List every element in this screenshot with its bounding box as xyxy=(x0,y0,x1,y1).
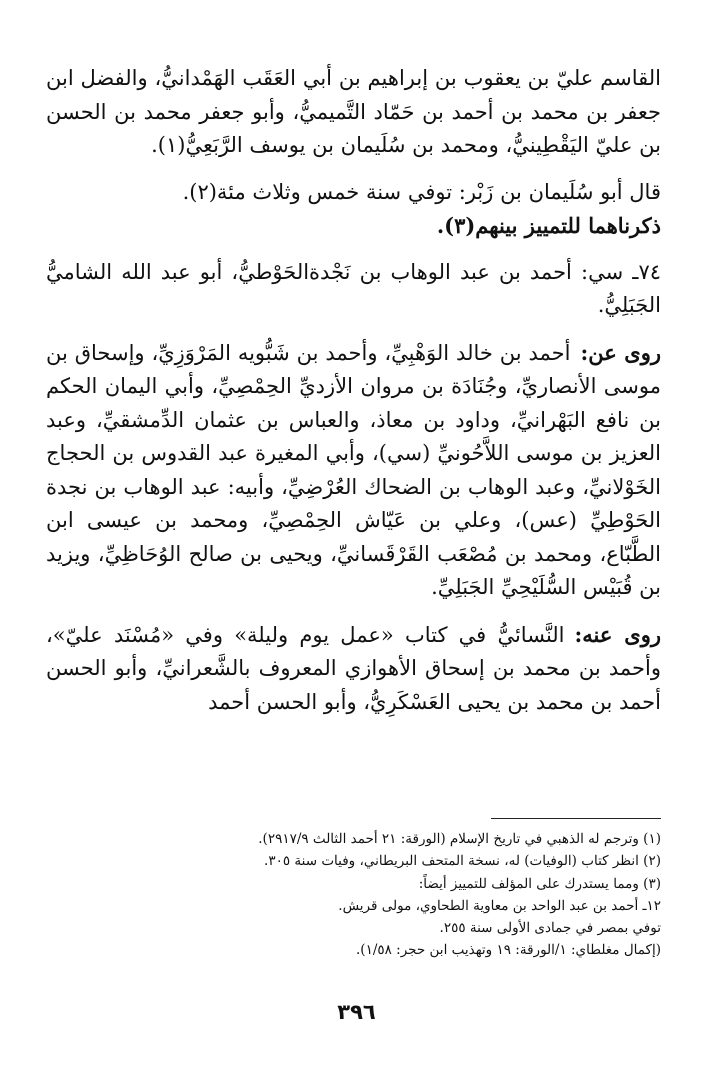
narrated-by-label: روى عنه: xyxy=(574,621,661,647)
page-number: ٣٩٦ xyxy=(337,1000,376,1024)
footnote-3-entry: ١٢ـ أحمد بن عبد الواحد بن معاوية الطحاوي، مولى قريش. xyxy=(338,897,661,914)
paragraph-2: قال أبو سُلَيمان بن زَبْر: توفي سنة خمس وثلاث مئة(٢). xyxy=(182,179,661,204)
narrated-from-paragraph xyxy=(46,336,661,605)
narrated-by-text: النَّسائيُّ في كتاب «عمل يوم وليلة» وفي «مُسْنَد عليّ»، وأحمد بن محمد بن إسحاق الأهوازي المعروف بالشَّعرانيِّ، وأبو الحسن أحمد بن محمد بن يحيى العَسْكَرِيُّ، وأبو الحسن أحمد xyxy=(46,622,661,714)
footnote-3-source: (إكمال مغلطاي: ١/الورقة: ١٩ وتهذيب ابن حجر: ١/٥٨). xyxy=(356,942,661,959)
footnote-2: (٢) انظر كتاب (الوفيات) له، نسخة المتحف البريطاني، وفيات سنة ٣٠٥. xyxy=(264,853,661,870)
narrated-from-label: روى عن: xyxy=(580,339,661,365)
footnotes xyxy=(46,828,661,962)
narrated-from-text: أحمد بن خالد الوَهْبِيِّ، وأحمد بن شَبُّويه المَرْوَزِيِّ، وإسحاق بن موسى الأنصاريِّ، وجُنَادَة بن مروان الأزديِّ الحِمْصِيِّ، وأبي اليمان الحكم بن نافع البَهْرانيِّ، وداود بن معاذ، والعباس بن عثمان الدِّمشقيِّ، وعبد العزيز بن موسى اللاَّحُونيِّ (سي)، وأبي المغيرة عبد القدوس بن الحجاج الخَوْلانيِّ، وعبد الوهاب بن الضحاك العُرْضِيِّ، وأبيه: عبد الوهاب بن نجدة الحَوْطِيِّ (عس)، وعلي بن عَيّاش الحِمْصِيِّ، ومحمد بن عيسى ابن الطَّبّاع، ومحمد بن مُصْعَب القَرْقَسانيِّ، ويحيى بن صالح الوُحَاظِيِّ، ويزيد بن قُبَيْس السُّلَيْحِيِّ الجَبَلِيِّ. xyxy=(46,340,661,599)
entry-74-heading: ٧٤ـ سي: أحمد بن عبد الوهاب بن نَجْدةالحَوْطيُّ، أبو عبد الله الشاميُّ الجَبَلِيُّ. xyxy=(46,259,661,317)
footnote-divider xyxy=(491,818,661,819)
footnote-3-death: توفي بمصر في جمادى الأولى سنة ٢٥٥. xyxy=(439,920,661,937)
footnote-1: (١) وترجم له الذهبي في تاريخ الإسلام (الورقة: ٢١ أحمد الثالث ٢٩١٧/٩). xyxy=(258,831,661,847)
paragraph-3: ذكرناهما للتمييز بينهم(٣). xyxy=(436,213,661,238)
footnote-3: (٣) ومما يستدرك على المؤلف للتمييز أيضاً: xyxy=(418,875,661,892)
narrated-by-paragraph xyxy=(46,618,661,720)
paragraph-1: القاسم عليّ بن يعقوب بن إبراهيم بن أبي العَقَب الهَمْدانيُّ، والفضل ابن جعفر بن محمد بن أحمد بن حَمّاد التَّميميُّ، وأبو جعفر محمد بن الحسن بن عليّ اليَقْطِينيُّ، ومحمد بن سُلَيمان بن يوسف الرَّبَعِيُّ(١). xyxy=(46,66,661,157)
main-text xyxy=(46,62,661,719)
